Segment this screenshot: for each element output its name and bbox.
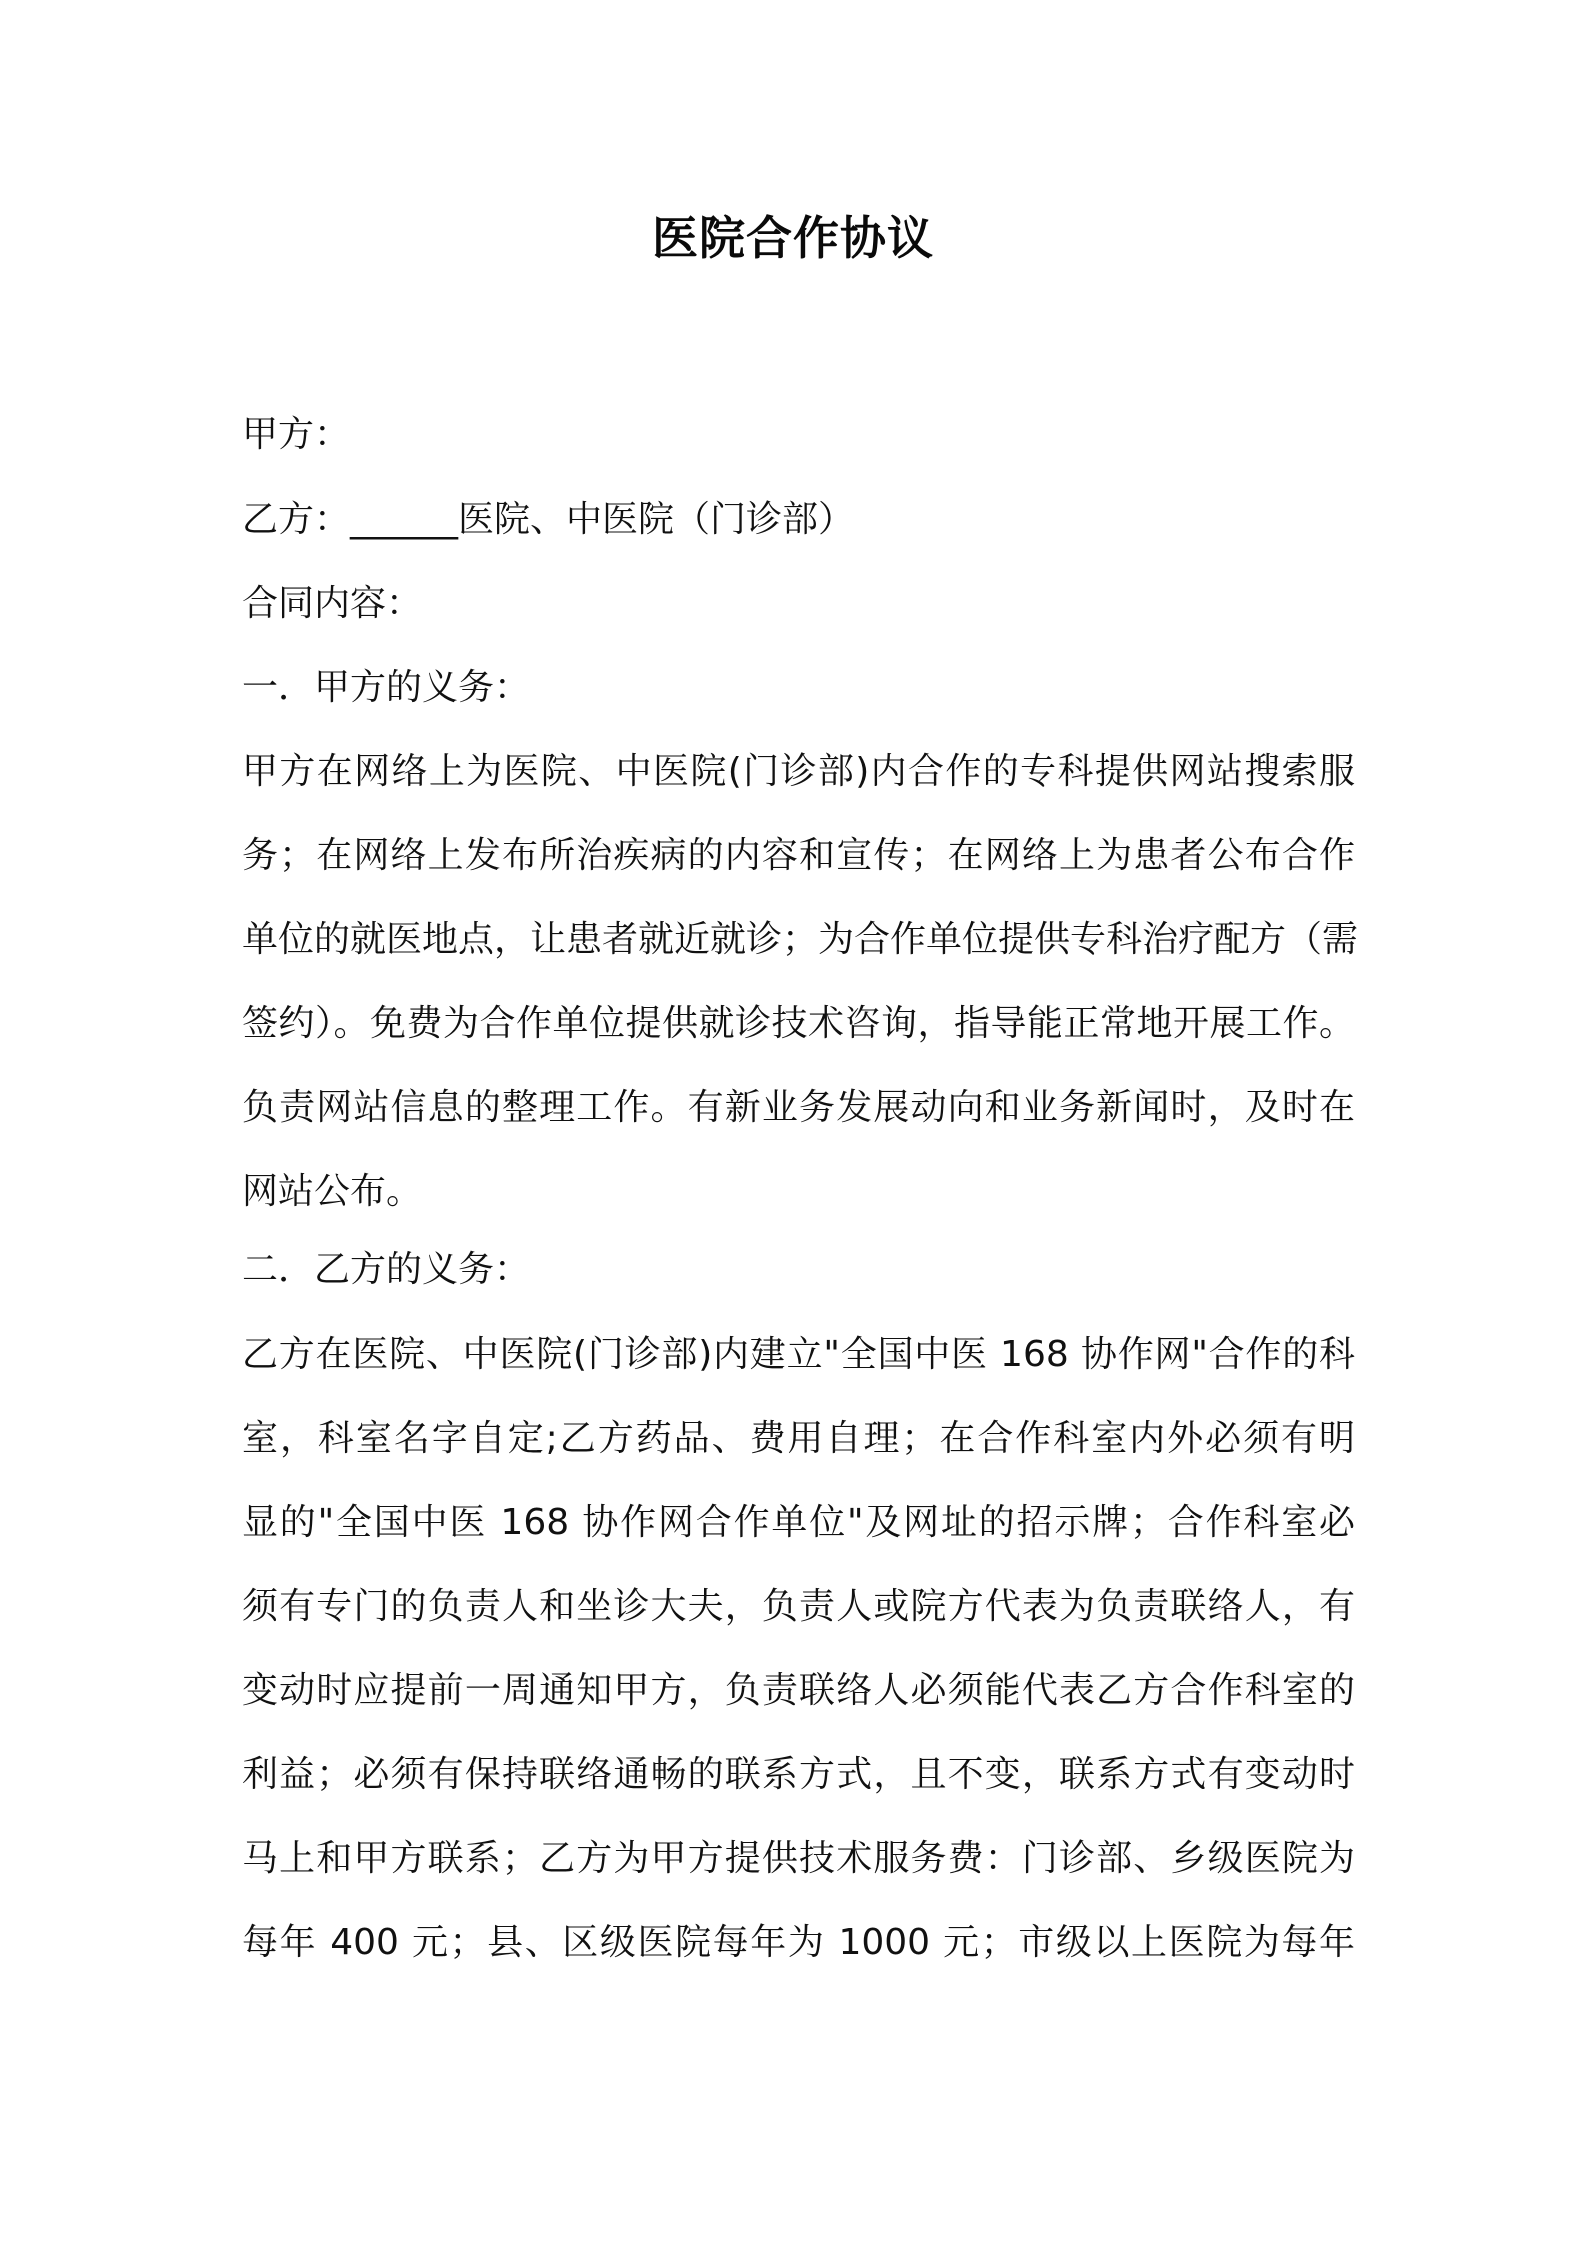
party-b-line: 乙方：______医院、中医院（门诊部）: [242, 499, 855, 540]
section2-paragraph: [242, 1313, 1355, 1985]
section2-line: 乙方在医院、中医院(门诊部)内建立"全国中医 168 协作网"合作的科: [242, 1334, 1355, 1375]
document-title: 医院合作协议: [652, 211, 934, 265]
section2-line: 马上和甲方联系；乙方为甲方提供技术服务费：门诊部、乡级医院为: [242, 1838, 1355, 1879]
section2-line: 每年 400 元；县、区级医院每年为 1000 元；市级以上医院为每年: [242, 1922, 1355, 1963]
party-a-line: 甲方：: [242, 414, 351, 455]
section1-paragraph: [242, 730, 1359, 1234]
section1-line: 负责网站信息的整理工作。有新业务发展动向和业务新闻时，及时在: [242, 1087, 1355, 1128]
section1-line: 签约）。免费为合作单位提供就诊技术咨询，指导能正常地开展工作。: [242, 1003, 1355, 1044]
section2-line: 利益；必须有保持联络通畅的联系方式，且不变，联系方式有变动时: [242, 1754, 1355, 1795]
section1-heading: 一．甲方的义务：: [242, 667, 531, 708]
section1-line: 务；在网络上发布所治疾病的内容和宣传；在网络上为患者公布合作: [242, 835, 1355, 876]
section2-line: 室，科室名字自定;乙方药品、费用自理；在合作科室内外必须有明: [242, 1418, 1355, 1459]
contract-content-label: 合同内容：: [242, 583, 423, 624]
section1-line: 网站公布。: [242, 1171, 423, 1212]
section2-line: 显的"全国中医 168 协作网合作单位"及网址的招示牌；合作科室必: [242, 1502, 1355, 1543]
section2-line: 须有专门的负责人和坐诊大夫，负责人或院方代表为负责联络人，有: [242, 1586, 1355, 1627]
section2-heading: 二．乙方的义务：: [242, 1249, 531, 1290]
section1-line: 甲方在网络上为医院、中医院(门诊部)内合作的专科提供网站搜索服: [242, 751, 1355, 792]
section2-line: 变动时应提前一周通知甲方，负责联络人必须能代表乙方合作科室的: [242, 1670, 1355, 1711]
section1-line: 单位的就医地点，让患者就近就诊；为合作单位提供专科治疗配方（需: [242, 919, 1359, 960]
